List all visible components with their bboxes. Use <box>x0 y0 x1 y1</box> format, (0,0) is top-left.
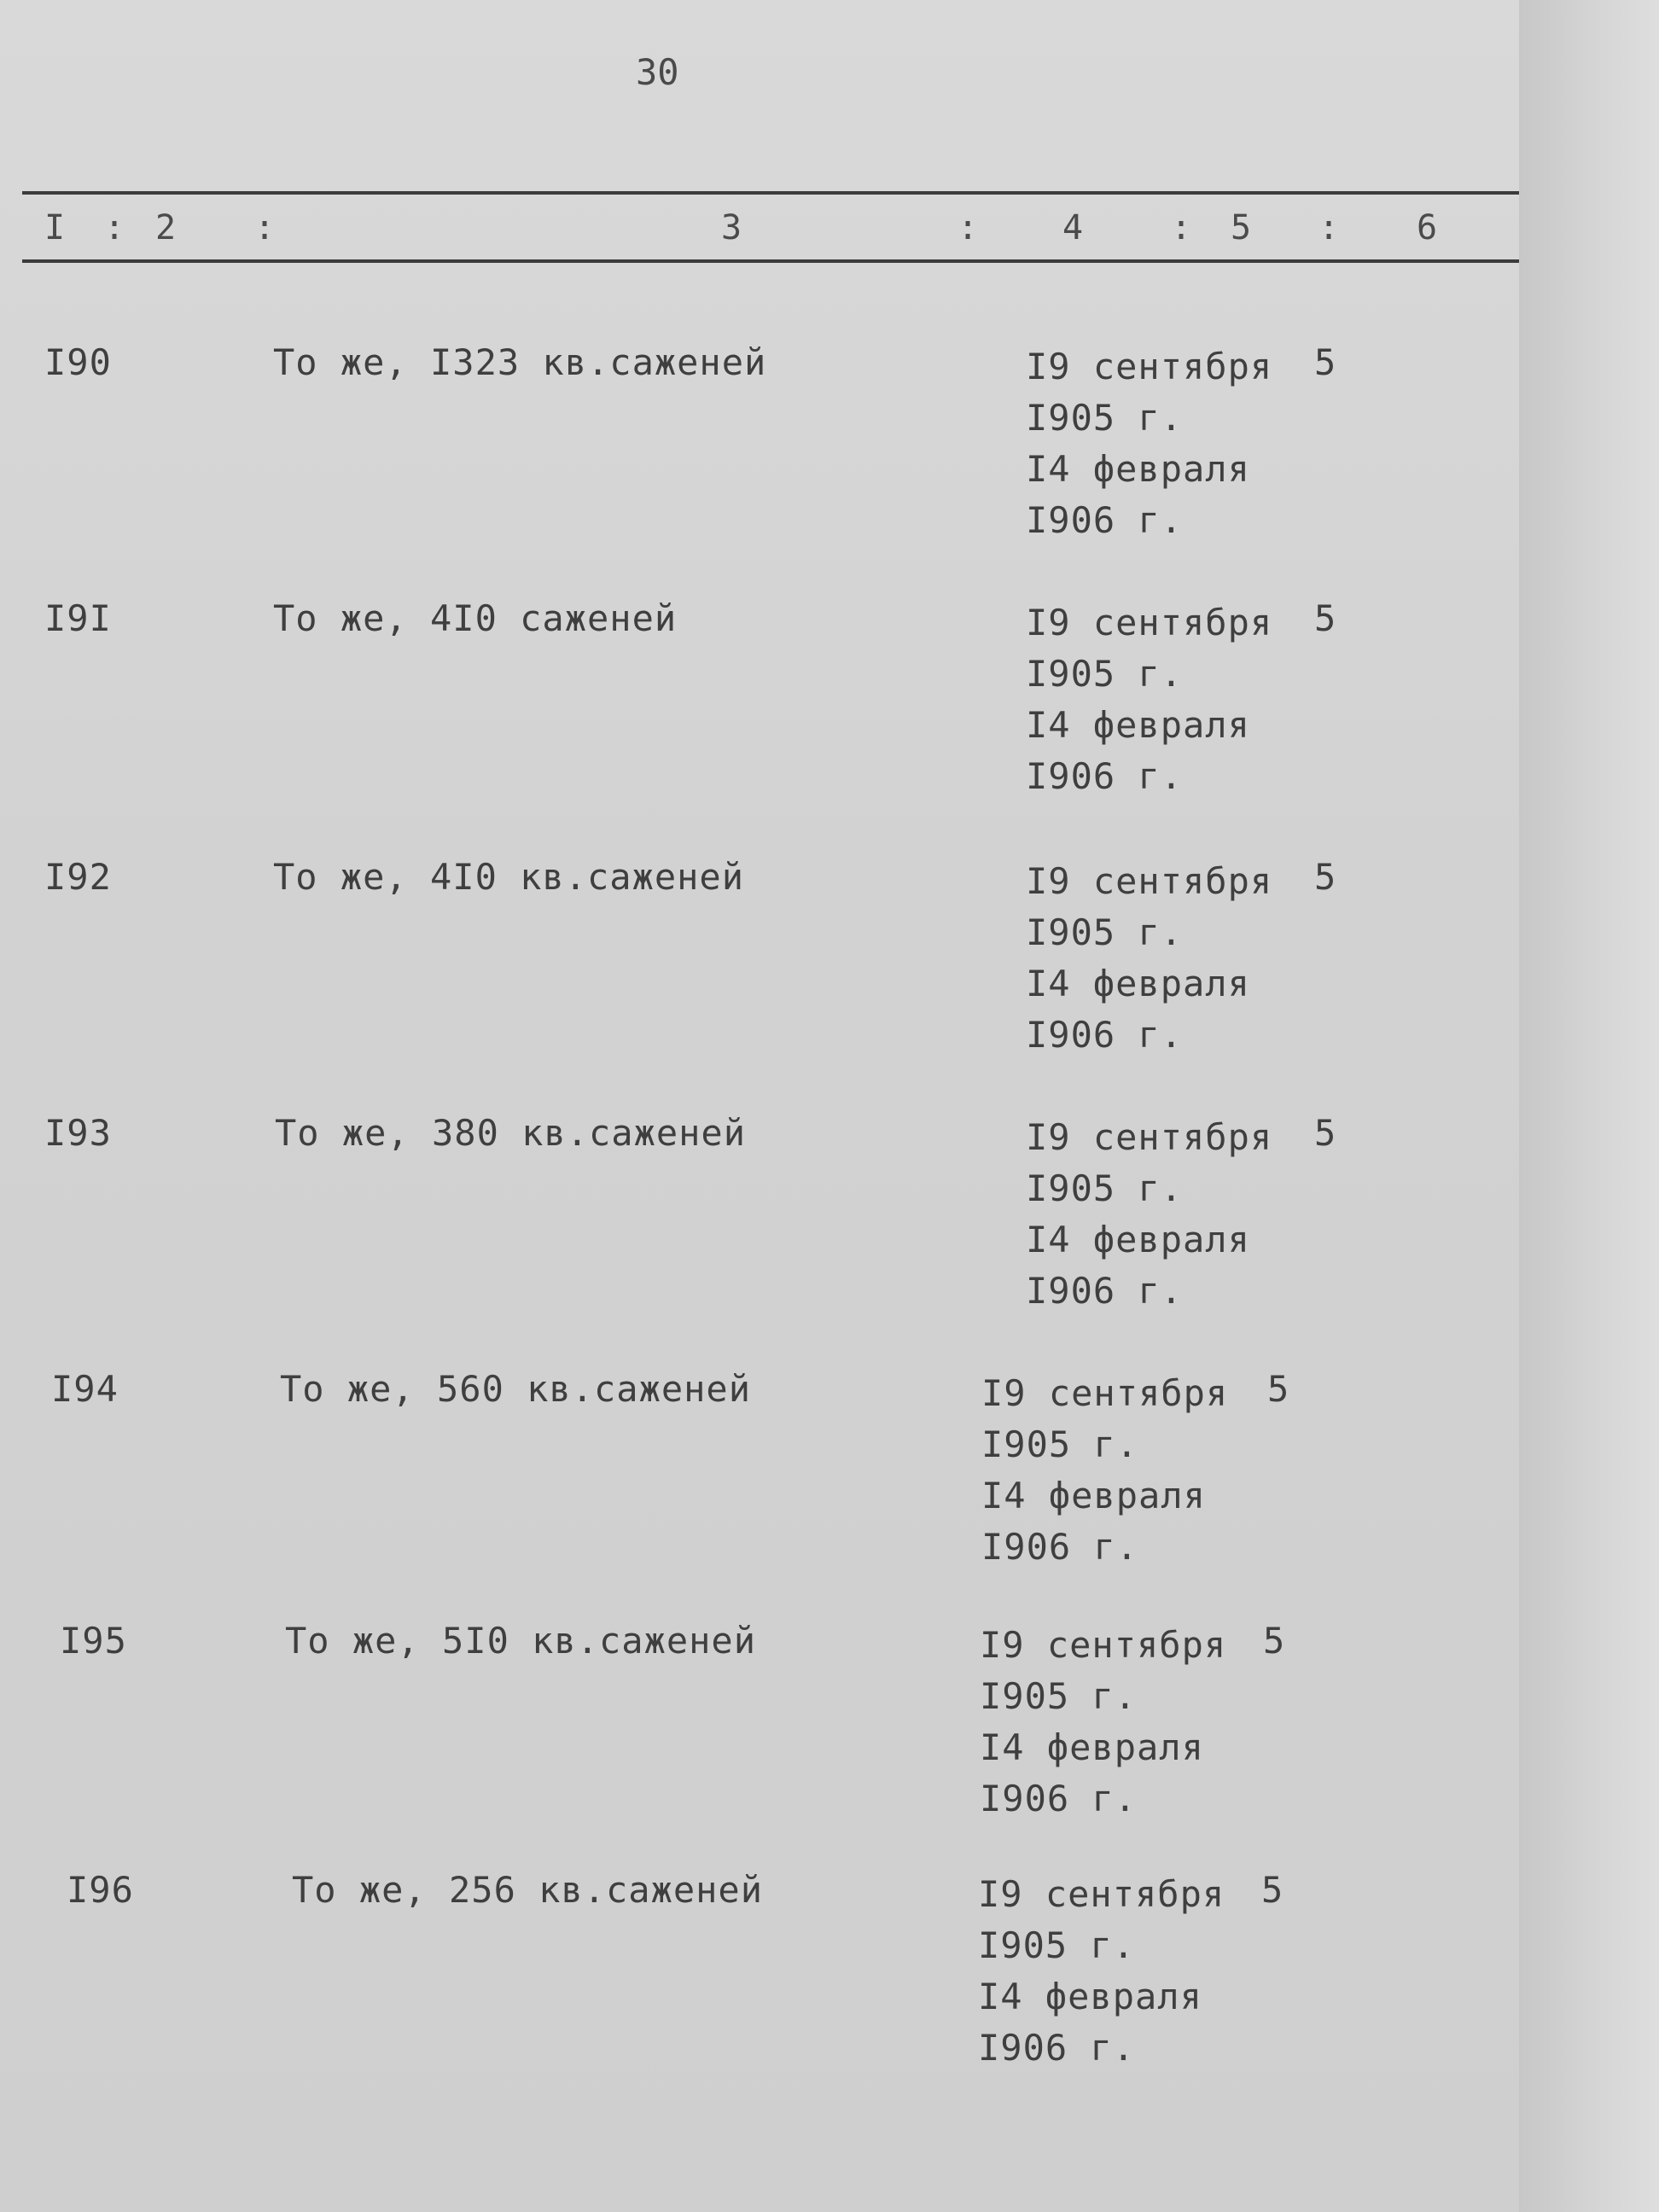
entry-date-line: I4 февраля <box>1026 448 1250 490</box>
column-header-6: 6 <box>1417 208 1438 247</box>
entry-value: 5 <box>1314 1112 1337 1154</box>
entry-date-line: I4 февраля <box>978 1976 1202 2017</box>
entry-value: 5 <box>1263 1620 1286 1662</box>
column-header-2: 2 <box>155 208 177 247</box>
entry-value: 5 <box>1267 1368 1290 1410</box>
entry-value: 5 <box>1261 1869 1284 1911</box>
entry-number: I94 <box>51 1368 119 1410</box>
entry-number: I90 <box>44 341 112 383</box>
entry-date-line: I4 февраля <box>1026 1219 1250 1260</box>
entry-date-line: I905 г. <box>980 1675 1138 1717</box>
entry-date-line: I9 сентября <box>1026 1116 1273 1158</box>
page-edge-shadow <box>1519 0 1659 2212</box>
entry-date-line: I905 г. <box>981 1423 1139 1465</box>
entry-date-line: I4 февраля <box>1026 963 1250 1004</box>
column-header-3: 3 <box>721 208 742 247</box>
entry-date-line: I9 сентября <box>978 1873 1225 1915</box>
column-header-1: I <box>44 208 66 247</box>
entry-description: То же, 380 кв.саженей <box>275 1112 747 1154</box>
entry-date-line: I9 сентября <box>1026 602 1273 643</box>
entry-date-line: I905 г. <box>1026 1167 1184 1209</box>
column-separator: : <box>1318 208 1340 247</box>
column-header-5: 5 <box>1231 208 1252 247</box>
column-separator: : <box>104 208 125 247</box>
entry-description: То же, 256 кв.саженей <box>292 1869 764 1911</box>
entry-value: 5 <box>1314 341 1337 383</box>
entry-date-line: I906 г. <box>1026 499 1184 541</box>
page-number: 30 <box>636 51 679 93</box>
entry-value: 5 <box>1314 856 1337 898</box>
entry-description: То же, 5I0 кв.саженей <box>285 1620 757 1662</box>
entry-description: То же, I323 кв.саженей <box>273 341 767 383</box>
entry-number: I96 <box>67 1869 134 1911</box>
entry-date-line: I906 г. <box>1026 755 1184 797</box>
entry-number: I92 <box>44 856 112 898</box>
column-header-4: 4 <box>1062 208 1084 247</box>
header-top-rule <box>22 191 1521 195</box>
entry-description: То же, 560 кв.саженей <box>280 1368 752 1410</box>
entry-date-line: I905 г. <box>978 1924 1136 1966</box>
entry-date-line: I9 сентября <box>981 1372 1229 1414</box>
entry-date-line: I905 г. <box>1026 397 1184 439</box>
entry-date-line: I906 г. <box>978 2027 1136 2069</box>
entry-date-line: I9 сентября <box>1026 346 1273 387</box>
entry-date-line: I905 г. <box>1026 653 1184 695</box>
entry-number: I93 <box>44 1112 112 1154</box>
entry-date-line: I905 г. <box>1026 911 1184 953</box>
entry-value: 5 <box>1314 597 1337 639</box>
entry-date-line: I4 февраля <box>1026 704 1250 746</box>
column-separator: : <box>1171 208 1192 247</box>
entry-date-line: I4 февраля <box>980 1726 1204 1768</box>
entry-number: I95 <box>60 1620 127 1662</box>
header-bottom-rule <box>22 259 1521 263</box>
entry-date-line: I906 г. <box>1026 1270 1184 1312</box>
entry-description: То же, 4I0 кв.саженей <box>273 856 745 898</box>
entry-number: I9I <box>44 597 112 639</box>
entry-description: То же, 4I0 саженей <box>273 597 678 639</box>
entry-date-line: I906 г. <box>981 1526 1139 1568</box>
column-separator: : <box>958 208 979 247</box>
entry-date-line: I906 г. <box>980 1778 1138 1819</box>
entry-date-line: I4 февраля <box>981 1475 1206 1516</box>
entry-date-line: I9 сентября <box>980 1624 1227 1666</box>
entry-date-line: I906 г. <box>1026 1014 1184 1056</box>
entry-date-line: I9 сентября <box>1026 860 1273 902</box>
column-separator: : <box>254 208 276 247</box>
